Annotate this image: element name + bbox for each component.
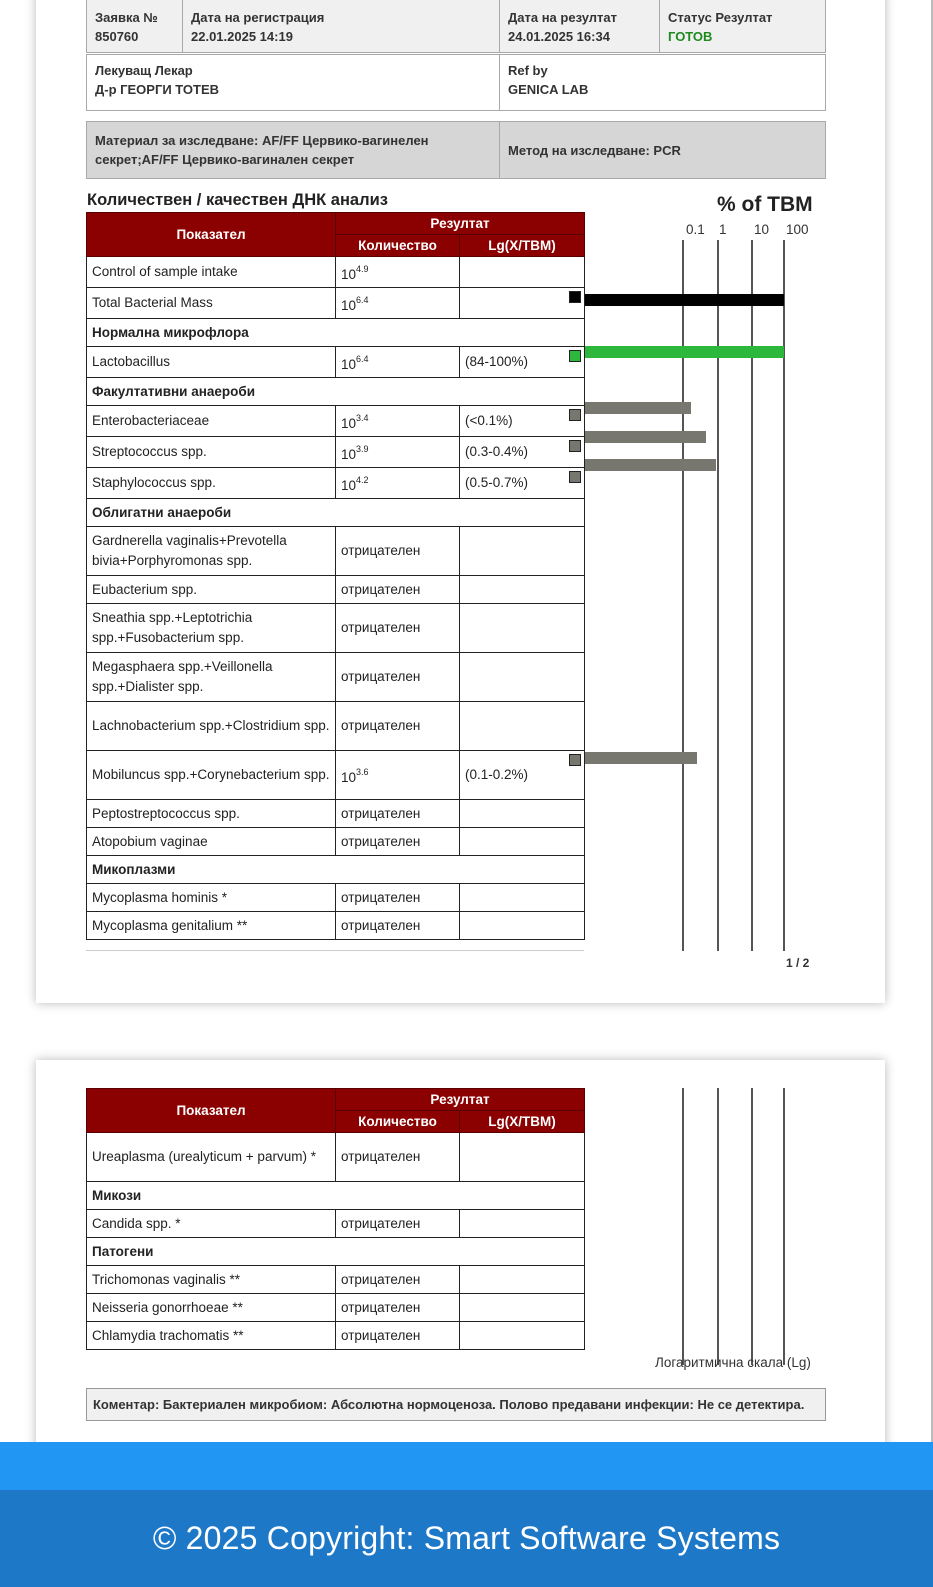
material-line-2: секрет;AF/FF Цервико-вагинален секрет [95, 152, 355, 167]
table-row [87, 702, 585, 751]
status-badge: ГОТОВ [668, 29, 713, 44]
category-label: Факултативни анаероби [87, 378, 585, 406]
row-amount: $10^{3.6}$ [336, 751, 460, 800]
table-row [87, 1133, 585, 1182]
row-lg: (<0.1%) [460, 406, 585, 437]
table-row [87, 1210, 585, 1238]
report-page-1 [36, 0, 885, 1003]
row-amount: отрицателен [336, 800, 460, 828]
report-page-2 [36, 1060, 885, 1460]
row-lg [460, 1322, 585, 1350]
table-row [87, 828, 585, 856]
axis-line-10 [751, 1088, 753, 1365]
row-name: Mobiluncus spp.+Corynebacterium spp. [87, 751, 336, 800]
row-amount: отрицателен [336, 828, 460, 856]
order-number-value: 850760 [95, 29, 139, 44]
row-lg [460, 288, 585, 319]
row-name: Candida spp. * [87, 1210, 336, 1238]
tick-100: 100 [786, 222, 809, 237]
section-title: Количествен / качествен ДНК анализ [87, 191, 388, 209]
table-row [87, 1322, 585, 1350]
tick-1: 1 [719, 222, 727, 237]
col-header-lg: Lg(X/TBM) [460, 235, 585, 257]
bar-total-bacterial-mass [585, 294, 784, 306]
row-lg [460, 1266, 585, 1294]
legend-swatch-grey [569, 471, 581, 483]
table-row [87, 406, 585, 437]
row-name: Gardnerella vaginalis+Prevotella bivia+Porphyromonas spp. [87, 527, 336, 576]
table-row [87, 604, 585, 653]
row-amount: отрицателен [336, 702, 460, 751]
axis-line-100 [783, 1088, 785, 1365]
method-value: Метод на изследване: PCR [500, 122, 826, 179]
table-row [87, 1266, 585, 1294]
material-line-1: Материал за изследване: AF/FF Цервико-вагинелен [95, 133, 429, 148]
table-row [87, 257, 585, 288]
chart-title: % of TBM [717, 193, 813, 216]
col-header-amount: Количество [336, 1111, 460, 1133]
footer-accent-band [0, 1442, 933, 1490]
row-name: Lactobacillus [87, 347, 336, 378]
copyright-text: © 2025 Copyright: Smart Software Systems [152, 1520, 781, 1556]
col-header-result: Резултат [336, 213, 585, 235]
log-scale-label: Логаритмична скала (Lg) [655, 1355, 811, 1370]
result-date-value: 24.01.2025 16:34 [508, 29, 610, 44]
results-table-page-2 [86, 1088, 585, 1350]
row-name: Eubacterium spp. [87, 576, 336, 604]
row-name: Mycoplasma hominis * [87, 884, 336, 912]
registration-date-value: 22.01.2025 14:19 [191, 29, 293, 44]
ref-by-value: GENICA LAB [508, 82, 589, 97]
bar-streptococcus [585, 431, 706, 443]
row-lg [460, 527, 585, 576]
row-lg [460, 912, 585, 940]
row-name: Enterobacteriaceae [87, 406, 336, 437]
table-row [87, 288, 585, 319]
row-lg [460, 884, 585, 912]
col-header-indicator: Показател [87, 1089, 336, 1133]
row-amount: отрицателен [336, 1322, 460, 1350]
row-lg [460, 1210, 585, 1238]
material-method-table [86, 121, 826, 179]
row-amount: $10^{3.9}$ [336, 437, 460, 468]
row-lg [460, 800, 585, 828]
table-row [87, 347, 585, 378]
bar-mobiluncus [585, 752, 697, 764]
category-row [87, 499, 585, 527]
row-name: Streptococcus spp. [87, 437, 336, 468]
row-amount: $10^{3.4}$ [336, 406, 460, 437]
table-row [87, 653, 585, 702]
row-name: Peptostreptococcus spp. [87, 800, 336, 828]
legend-swatch-grey [569, 754, 581, 766]
category-label: Облигатни анаероби [87, 499, 585, 527]
row-lg [460, 653, 585, 702]
table-row [87, 1294, 585, 1322]
legend-swatch-grey [569, 409, 581, 421]
row-amount: отрицателен [336, 1133, 460, 1182]
category-label: Микоплазми [87, 856, 585, 884]
category-label: Патогени [87, 1238, 585, 1266]
status-label: Статус Резултат [668, 10, 773, 25]
axis-line-0-1 [682, 1088, 684, 1365]
category-row [87, 1182, 585, 1210]
row-amount: отрицателен [336, 604, 460, 653]
table-row [87, 468, 585, 499]
col-header-lg: Lg(X/TBM) [460, 1111, 585, 1133]
table-bottom-rule [86, 950, 584, 951]
row-name: Total Bacterial Mass [87, 288, 336, 319]
row-amount: отрицателен [336, 653, 460, 702]
category-label: Микози [87, 1182, 585, 1210]
table-row [87, 437, 585, 468]
doctor-label: Лекуващ Лекар [95, 63, 193, 78]
col-header-indicator: Показател [87, 213, 336, 257]
footer [0, 1490, 933, 1587]
row-lg [460, 604, 585, 653]
legend-swatch-grey [569, 440, 581, 452]
tick-0-1: 0.1 [686, 222, 705, 237]
row-amount: отрицателен [336, 1294, 460, 1322]
row-name: Trichomonas vaginalis ** [87, 1266, 336, 1294]
row-amount: $10^{4.9}$ [336, 257, 460, 288]
row-lg: (0.5-0.7%) [460, 468, 585, 499]
bar-enterobacteriaceae [585, 402, 691, 414]
row-amount: отрицателен [336, 884, 460, 912]
row-lg [460, 702, 585, 751]
row-name: Sneathia spp.+Leptotrichia spp.+Fusobacterium spp. [87, 604, 336, 653]
ref-by-label: Ref by [508, 63, 548, 78]
row-name: Staphylococcus spp. [87, 468, 336, 499]
col-header-amount: Количество [336, 235, 460, 257]
row-lg: (84-100%) [460, 347, 585, 378]
legend-swatch-black [569, 291, 581, 303]
axis-line-1 [717, 1088, 719, 1365]
bar-staphylococcus [585, 459, 716, 471]
table-row [87, 751, 585, 800]
row-name: Atopobium vaginae [87, 828, 336, 856]
row-name: Mycoplasma genitalium ** [87, 912, 336, 940]
row-amount: отрицателен [336, 1210, 460, 1238]
row-lg [460, 257, 585, 288]
category-row [87, 319, 585, 347]
bar-lactobacillus [585, 346, 784, 358]
row-name: Neisseria gonorrhoeae ** [87, 1294, 336, 1322]
table-row [87, 884, 585, 912]
row-lg: (0.1-0.2%) [460, 751, 585, 800]
registration-date-label: Дата на регистрация [191, 10, 325, 25]
row-lg [460, 1133, 585, 1182]
tick-10: 10 [754, 222, 770, 237]
doctor-value: Д-р ГЕОРГИ ТОТЕВ [95, 82, 220, 97]
category-row [87, 378, 585, 406]
col-header-result: Резултат [336, 1089, 585, 1111]
row-lg: (0.3-0.4%) [460, 437, 585, 468]
legend-swatch-green [569, 350, 581, 362]
row-name: Control of sample intake [87, 257, 336, 288]
category-row [87, 856, 585, 884]
category-row [87, 1238, 585, 1266]
doctor-info-table [86, 54, 826, 111]
order-number-label: Заявка № [95, 10, 158, 25]
row-amount: $10^{4.2}$ [336, 468, 460, 499]
row-name: Megasphaera spp.+Veillonella spp.+Dialister spp. [87, 653, 336, 702]
row-amount: отрицателен [336, 1266, 460, 1294]
result-date-label: Дата на резултат [508, 10, 617, 25]
row-name: Chlamydia trachomatis ** [87, 1322, 336, 1350]
row-lg [460, 828, 585, 856]
row-amount: отрицателен [336, 576, 460, 604]
table-row [87, 912, 585, 940]
comment-box: Коментар: Бактериален микробиом: Абсолютна нормоценоза. Полово предавани инфекции: Не се детектира. [86, 1388, 826, 1421]
table-row [87, 800, 585, 828]
row-name: Ureaplasma (urealyticum + parvum) * [87, 1133, 336, 1182]
page-number: 1 / 2 [786, 956, 810, 970]
results-table-page-1 [86, 212, 585, 940]
order-info-table [86, 0, 826, 53]
category-label: Нормална микрофлора [87, 319, 585, 347]
row-amount: $10^{6.4}$ [336, 288, 460, 319]
row-amount: отрицателен [336, 912, 460, 940]
row-lg [460, 576, 585, 604]
row-amount: $10^{6.4}$ [336, 347, 460, 378]
table-row [87, 527, 585, 576]
row-name: Lachnobacterium spp.+Clostridium spp. [87, 702, 336, 751]
table-row [87, 576, 585, 604]
row-amount: отрицателен [336, 527, 460, 576]
row-lg [460, 1294, 585, 1322]
